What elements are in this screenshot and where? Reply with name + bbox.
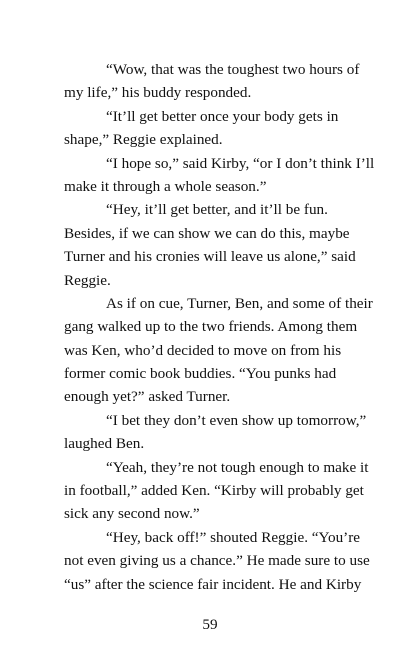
text-line: shape,” Reggie explained. xyxy=(64,131,223,149)
text-line: in football,” added Ken. “Kirby will probably get xyxy=(64,482,364,500)
text-line: not even giving us a chance.” He made sure to use xyxy=(64,552,370,570)
text-line: my life,” his buddy responded. xyxy=(64,84,252,102)
text-line: “Hey, back off!” shouted Reggie. “You’re xyxy=(106,528,361,546)
text-line: “Hey, it’ll get better, and it’ll be fun. xyxy=(106,201,328,219)
text-line: Turner and his cronies will leave us alone,” said xyxy=(64,248,356,266)
text-line: was Ken, who’d decided to move on from his xyxy=(64,341,342,359)
text-line: “Wow, that was the toughest two hours of xyxy=(106,61,360,78)
text-line: As if on cue, Turner, Ben, and some of their xyxy=(106,294,373,312)
text-line: former comic book buddies. “You punks had xyxy=(64,365,337,383)
text-line: “It’ll get better once your body gets in xyxy=(106,107,339,125)
text-line: Besides, if we can show we can do this, maybe xyxy=(64,224,350,242)
text-line: “I bet they don’t even show up tomorrow,” xyxy=(106,411,367,429)
text-line: “us” after the science fair incident. He and Kirby xyxy=(64,575,362,593)
text-line: “I hope so,” said Kirby, “or I don’t think I’ll xyxy=(106,154,375,172)
text-line: laughed Ben. xyxy=(64,435,145,453)
page-number: 59 xyxy=(202,616,218,633)
text-line: enough yet?” asked Turner. xyxy=(64,388,231,406)
text-line: “Yeah, they’re not tough enough to make it xyxy=(106,458,369,476)
text-line: gang walked up to the two friends. Among them xyxy=(64,318,358,336)
text-line: Reggie. xyxy=(64,271,111,289)
text-line: sick any second now.” xyxy=(64,505,200,523)
text-line: make it through a whole season.” xyxy=(64,177,267,195)
book-page-text xyxy=(64,58,375,596)
